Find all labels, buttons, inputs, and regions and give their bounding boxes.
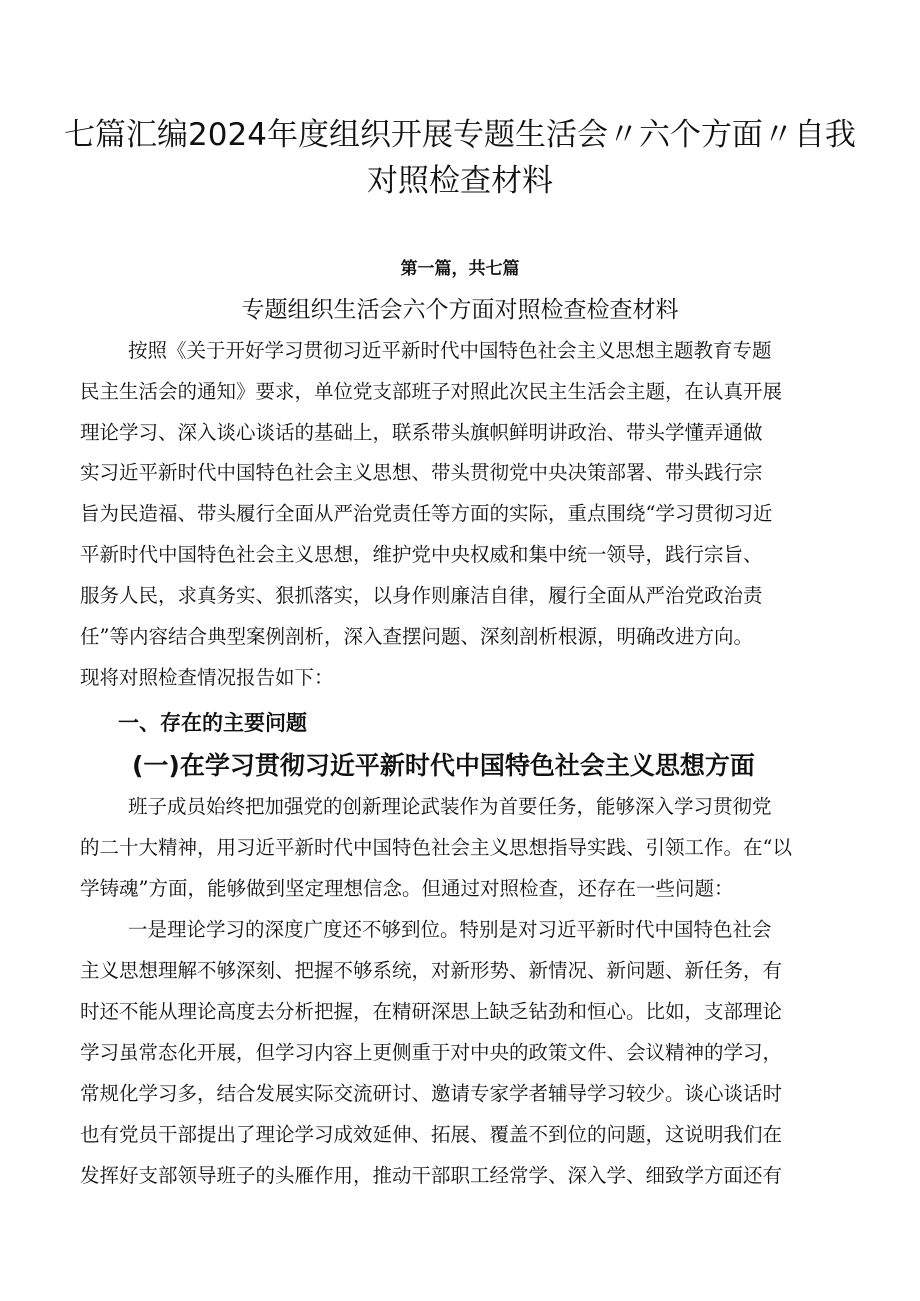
intro-line: 按照《关于开好学习贯彻习近平新时代中国特色社会主义思想主题教育专题 [128,339,772,362]
intro-line: 平新时代中国特色社会主义思想，维护党中央权威和集中统一领导，践行宗旨、 [80,543,763,566]
intro-line: 任”等内容结合典型案例剖析，深入查摆问题、深刻剖析根源，明确改进方向。 [80,625,753,648]
section-line: 学习虽常态化开展，但学习内容上更侧重于对中央的政策文件、会议精神的学习， [80,1041,783,1064]
section-line: 一是理论学习的深度广度还不够到位。特别是对习近平新时代中国特色社会 [128,918,772,941]
part-label: 第一篇，共七篇 [400,259,520,279]
intro-line: 理论学习、深入谈心谈话的基础上，联系带头旗帜鲜明讲政治、带头学懂弄通做 [80,421,763,444]
section-line: 班子成员始终把加强党的创新理论武装作为首要任务，能够深入学习贯彻党 [128,795,772,818]
intro-line: 旨为民造福、带头履行全面从严治党责任等方面的实际，重点围绕“学习贯彻习近 [80,502,773,525]
intro-line: 实习近平新时代中国特色社会主义思想、带头贯彻党中央决策部署、带头践行宗 [80,461,763,484]
document-title-line-2: 对照检查材料 [367,163,553,199]
section-line: 时还不能从理论高度去分析把握，在精研深思上缺乏钻劲和恒心。比如，支部理论 [80,1000,783,1023]
intro-line: 现将对照检查情况报告如下： [80,666,334,689]
section-line: 学铸魂”方面，能够做到坚定理想信念。但通过对照检查，还存在一些问题： [80,877,734,900]
section-line: 主义思想理解不够深刻、把握不够系统，对新形势、新情况、新问题、新任务，有 [80,959,783,982]
section-line: 也有党员干部提出了理论学习成效延伸、拓展、覆盖不到位的问题，这说明我们在 [80,1123,783,1146]
section-line: 的二十大精神，用习近平新时代中国特色社会主义思想指导实践、引领工作。在“以 [80,836,792,859]
section-line: 常规化学习多，结合发展实际交流研讨、邀请专家学者辅导学习较少。谈心谈话时 [80,1082,783,1105]
section-line: 发挥好支部领导班子的头雁作用，推动干部职工经常学、深入学、细致学方面还有 [80,1164,783,1187]
subsection-heading: (一)在学习贯彻习近平新时代中国特色社会主义思想方面 [132,751,755,780]
section-heading: 一、存在的主要问题 [118,711,307,735]
document-title-line-1: 七篇汇编2024年度组织开展专题生活会〃六个方面〃自我 [64,117,856,153]
intro-line: 服务人民，求真务实、狠抓落实，以身作则廉洁自律，履行全面从严治党政治责 [80,584,763,607]
part-title: 专题组织生活会六个方面对照检查检查材料 [241,297,679,323]
intro-line: 民主生活会的通知》要求，单位党支部班子对照此次民主生活会主题，在认真开展 [80,380,783,403]
document-title [60,112,860,204]
